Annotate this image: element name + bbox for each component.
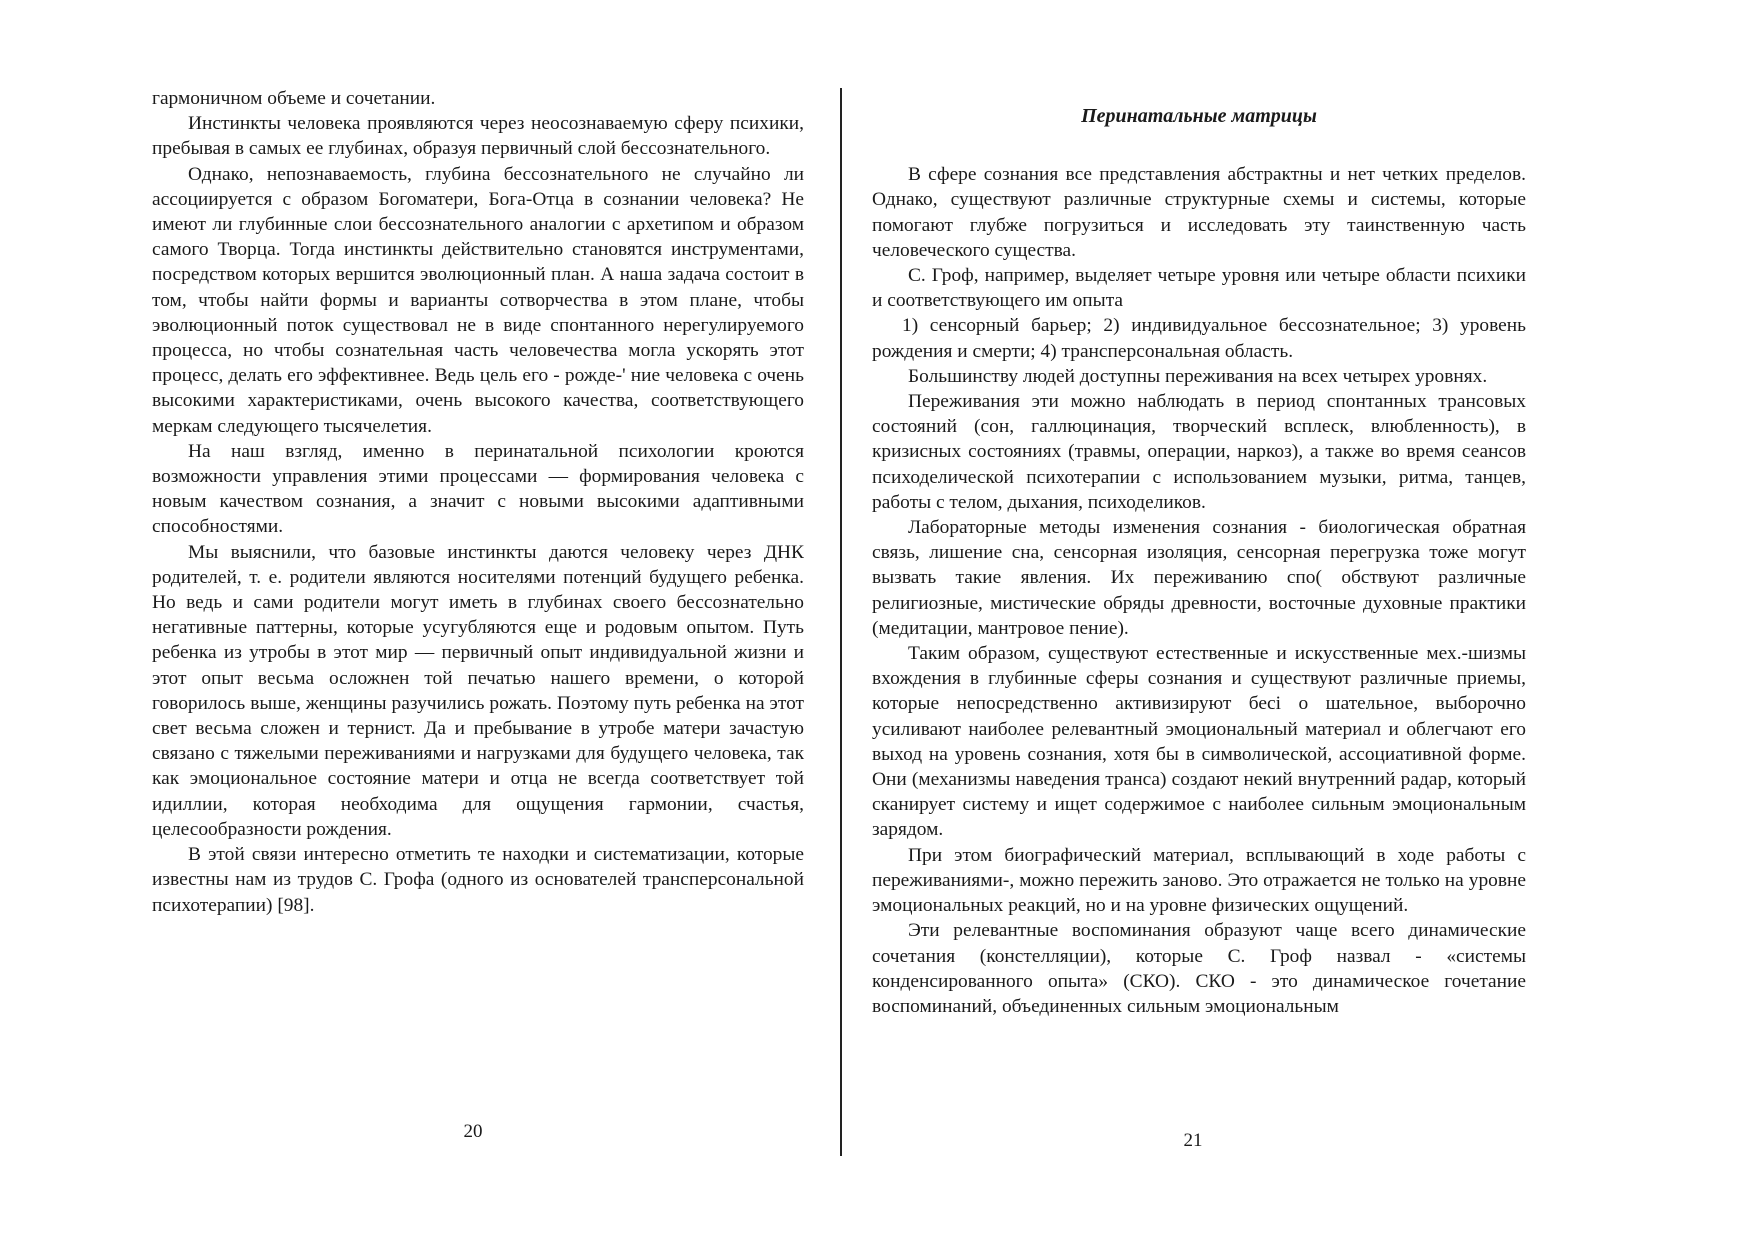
left-paragraph-3: Однако, непознаваемость, глубина бессознательного не случайно ли ассоциируется с образом Богоматери, Бога-Отца в сознании человека? Не имеют ли глубинные слои бессознательного аналогии с архетипом и образом самого Творца. Тогда инстинкты действительно становятся инструментами, посредством которых вершится эволюционный план. А наша задача состоит в том, чтобы найти формы и варианты сотворчества в этом плане, чтобы эволюционный поток существовал не в виде спонтанного нерегулируемого процесса, но чтобы сознательная часть человечества могла ускорять этот процесс, делать его эффективнее. Ведь цель его - рожде-' ние человека с очень высокими характеристиками, очень высокого качества, соответствующего меркам следующего тысячелетия. [152, 163, 804, 437]
section-heading: Перинатальные матрицы [1081, 105, 1317, 127]
page-divider [840, 88, 842, 1156]
right-paragraph-8: При этом биографический материал, всплывающий в ходе работы с переживаниями-, можно пережить заново. Это отражается не только на уровне эмоциональных реакций, но и на уровне физических ощущений. [872, 844, 1526, 917]
left-paragraph-6: В этой связи интересно отметить те находки и систематизации, которые известны нам из трудов С. Грофа (одного из основателей трансперсональной психотерапии) [98]. [152, 844, 804, 916]
left-page [152, 86, 804, 918]
left-paragraph-1: гармоничном объеме и сочетании. [152, 88, 436, 109]
right-paragraph-4: Большинству людей доступны переживания на всех четырех уровнях. [908, 365, 1488, 387]
right-paragraph-5: Переживания эти можно наблюдать в период спонтанных трансовых состояний (сон, галлюцинация, творческий всплеск, влюбленность), в кризисных состояниях (травмы, операции, наркоз), а также во время сеансов психоделической психотерапии с использованием музыки, ритма, танцев, работы с телом, дыхания, психоделиков. [872, 391, 1526, 513]
right-paragraph-7: Таким образом, существуют естественные и искусственные мех.-шизмы вхождения в глубинные сферы сознания и существуют различные приемы, которые непосредственно активизируют беci о шательное, выборочно усиливают наиболее релевантный эмоциональный материал и облегчают его выход на уровень сознания, хотя бы в символической, ассоциативной форме. Они (механизмы наведения транса) создают некий внутренний радар, который сканирует систему и ищет содержимое с наиболее сильным эмоциональным зарядом. [872, 643, 1526, 841]
right-paragraph-6: Лабораторные методы изменения сознания - биологическая обратная связь, лишение сна, сенсорная изоляция, сенсорная перегрузка тоже могут вызвать такие явления. Их переживанию спо( обствуют различные религиозные, мистические обряды древности, восточные духовные практики (медитации, мантровое пение). [872, 517, 1526, 639]
right-paragraph-9: Эти релевантные воспоминания образуют чаще всего динамические сочетания (констелляции), которые С. Гроф назвал - «системы конденсированного опыта» (СКО). СКО - это динамическое гочетание воспоминаний, объединенных сильным эмоциональным [872, 920, 1526, 1017]
right-page [872, 104, 1526, 1019]
right-paragraph-1: В сфере сознания все представления абстрактны и нет четких пределов. Однако, существуют различные структурные схемы и системы, которые помогают глубже погрузиться и исследовать эту таинственную часть человеческого существа. [872, 164, 1526, 261]
left-paragraph-5: Мы выяснили, что базовые инстинкты даются человеку через ДНК родителей, т. е. родители являются носителями потенций будущего ребенка. Но ведь и сами родители могут иметь в глубинах своего бессознательно негативные паттерны, которые усугубляются еще и родовым опытом. Путь ребенка из утробы в этот мир — первичный опыт индивидуальной жизни и этот опыт весьма осложнен той печатью нашего времени, о которой говорилось выше, женщины разучились рожать. Поэтому путь ребенка на этот свет весьма сложен и тернист. Да и пребывание в утробе матери зачастую связано с тяжелыми переживаниями и нагрузками для будущего человека, так как эмоциональное состояние матери и отца не всегда соответствует той идиллии, которая необходима для ощущения гармонии, счастья, целесообразности рождения. [152, 541, 804, 840]
right-paragraph-2: С. Гроф, например, выделяет четыре уровня или четыре области психики и соответствующего им опыта [872, 265, 1526, 312]
right-paragraph-3: 1) сенсорный барьер; 2) индивидуальное бессознательное; 3) уровень рождения и смерти; 4) трансперсональная область. [872, 315, 1526, 362]
page-number-right: 21 [1183, 1130, 1203, 1151]
left-paragraph-2: Инстинкты человека проявляются через неосознаваемую сферу психики, пребывая в самых ее глубинах, образуя первичный слой бессознательного. [152, 113, 804, 160]
left-paragraph-4: На наш взгляд, именно в перинатальной психологии кроются возможности управления этими процессами — формирования человека с новым качеством сознания, а значит с новыми высокими адаптивными способностями. [152, 440, 804, 538]
page-number-left: 20 [463, 1121, 483, 1142]
